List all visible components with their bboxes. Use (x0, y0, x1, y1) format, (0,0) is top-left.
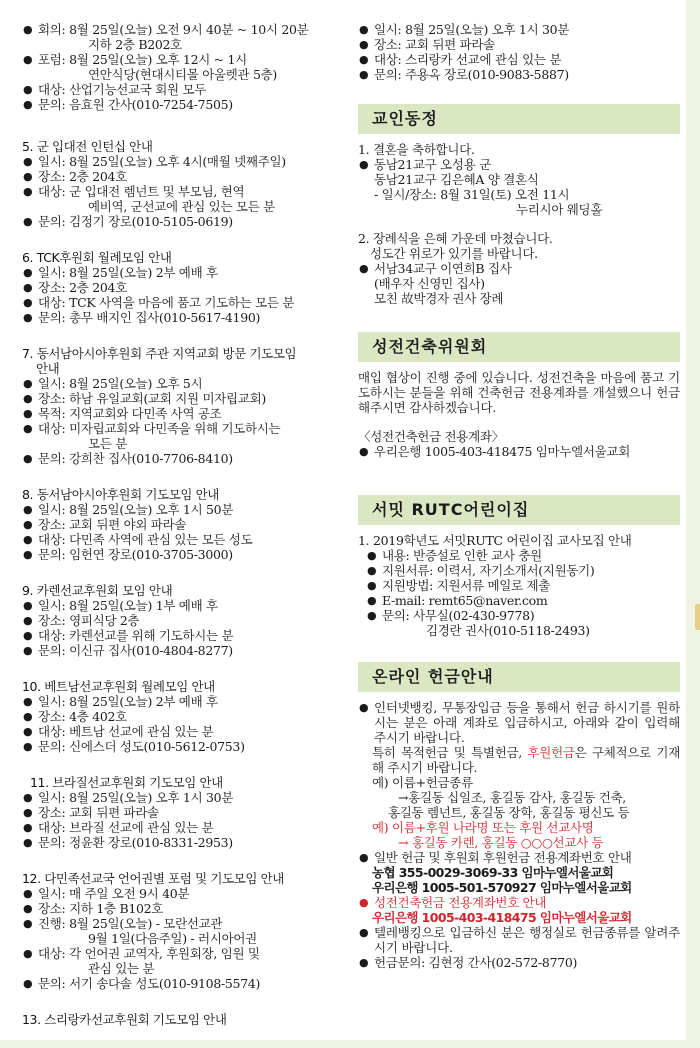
section-heading: 8. 동서남아시아후원회 기도모임 안내 (22, 487, 219, 502)
list-item-cont: 예비역, 군선교에 관심 있는 모든 분 (88, 199, 275, 214)
people-line: 2. 장례식을 은혜 가운데 마쳤습니다. (358, 231, 553, 246)
list-item: ● 문의: 정윤환 장로(010-8331-2953) (22, 835, 352, 850)
people-line: - 일시/장소: 8월 31일(토) 오전 11시 (374, 187, 570, 202)
section-12 (22, 871, 352, 991)
list-item: ● 장소: 교회 뒤편 파라솔 (358, 37, 680, 52)
section-heading: 7. 동서남아시아후원회 주관 지역교회 방문 기도모임 (22, 346, 297, 361)
list-item: ● 대상: 스리랑카 선교에 관심 있는 분 (358, 52, 680, 67)
left-column (22, 22, 352, 1027)
section-heading: 11. 브라질선교후원회 기도모임 안내 (30, 775, 223, 790)
list-item-cont: 9월 1일(다음주일) - 러시아어권 (88, 931, 257, 946)
rutc-line: 1. 2019학년도 서밋RUTC 어린이집 교사모집 안내 (358, 533, 632, 548)
account-title: 〈성전건축헌금 전용계좌〉 (358, 429, 504, 444)
spacer (358, 217, 680, 231)
list-item: ● 문의: 주용옥 장로(010-9083-5887) (358, 67, 680, 82)
rutc-line: ● 지원서류: 이력서, 자기소개서(지원동기) (366, 563, 680, 578)
section-13 (22, 1012, 352, 1027)
offering-line: 예) 이름+후원 나라명 또는 후원 선교사명 (372, 820, 594, 835)
rutc-line: ● 문의: 사무실(02-430-9778) (366, 608, 680, 623)
offering-line: →홍길동 십일조, 홍길동 감사, 홍길동 건축, (398, 790, 626, 805)
list-item-cont: 모든 분 (88, 436, 127, 451)
offering-text: 특히 목적헌금 및 특별헌금, (372, 745, 528, 760)
people-line: 누리시아 웨딩홀 (516, 202, 603, 217)
list-item-cont: 연안식당(현대시티몰 아울렛관 5층) (88, 67, 278, 82)
people-news-section (358, 104, 680, 306)
list-item: ● 대상: 카렌선교를 위해 기도하시는 분 (22, 628, 352, 643)
people-line: 모친 故박경자 권사 장례 (374, 291, 504, 306)
list-item: ● 문의: 임헌연 장로(010-3705-3000) (22, 547, 352, 562)
list-item: ● 문의: 음효원 간사(010-7254-7505) (22, 97, 352, 112)
list-item: ● 일시: 8월 25일(오늘) 1부 예배 후 (22, 598, 352, 613)
offering-line: ● 텔레뱅킹으로 입금하신 분은 행정실로 헌금종류를 알려주시기 바랍니다. (358, 925, 680, 955)
people-line: 성도간 위로가 있기를 바랍니다. (370, 246, 538, 261)
rutc-line: ● 지원방법: 지원서류 메일로 제출 (366, 578, 680, 593)
offering-line: 예) 이름+헌금종류 (372, 775, 473, 790)
people-line: (배우자 신영민 집사) (374, 276, 485, 291)
account-nonghyup: 농협 355-0029-3069-33 임마누엘서울교회 (372, 865, 614, 880)
rutc-email: ● E-mail: remt65@naver.com (366, 593, 680, 608)
section-heading: 12. 다민족선교국 언어권별 포럼 및 기도모임 안내 (22, 871, 284, 886)
building-paragraph: 매입 협상이 진행 중에 있습니다. 성전건축을 마음에 품고 기도하시는 분들을 위해 건축헌금 전용계좌를 개설했으니 헌금해주시면 감사하겠습니다. (358, 370, 680, 415)
offering-line: ● 일반 헌금 및 후원회 후원헌금 전용계좌번호 안내 (358, 850, 680, 865)
list-item-cont: 지하 2층 B202호 (88, 37, 182, 52)
list-item: ● 회의: 8월 25일(오늘) 오전 9시 40분 ~ 10시 20분 (22, 22, 352, 37)
page-edge-tab (695, 604, 700, 630)
section-heading-cont: 안내 (36, 361, 60, 376)
list-item: ● 대상: 베트남 선교에 관심 있는 분 (22, 724, 352, 739)
list-item: ● 일시: 8월 25일(오늘) 오후 1시 30분 (22, 790, 352, 805)
list-item: ● 장소: 지하 1층 B102호 (22, 901, 352, 916)
list-item: ● 문의: 김정기 장로(010-5105-0619) (22, 214, 352, 229)
section-title-box: 서밋 RUTC어린이집 (358, 495, 680, 525)
list-item: ● 문의: 이신규 집사(010-4804-8277) (22, 643, 352, 658)
list-item: ● 일시: 8월 25일(오늘) 오후 5시 (22, 376, 352, 391)
right-column (358, 22, 680, 970)
section-heading: 10. 베트남선교후원회 월례모임 안내 (22, 679, 215, 694)
section-title-box: 온라인 헌금안내 (358, 662, 680, 692)
offering-text: 은 구체적으로 기재해 주시기 바랍니다. (372, 745, 680, 775)
list-item: ● 대상: TCK 사역을 마음에 품고 기도하는 모든 분 (22, 295, 352, 310)
section-8 (22, 487, 352, 562)
section-title-box: 성전건축위원회 (358, 332, 680, 362)
list-item: ● 일시: 8월 25일(오늘) 2부 예배 후 (22, 265, 352, 280)
section-6 (22, 250, 352, 325)
list-item: ● 문의: 총무 배지인 집사(010-5617-4190) (22, 310, 352, 325)
list-item: ● 문의: 신에스더 성도(010-5612-0753) (22, 739, 352, 754)
top-items-left (22, 22, 352, 112)
online-offering-section (358, 662, 680, 970)
section-11 (22, 775, 352, 850)
list-item: ● 장소: 영피식당 2층 (22, 613, 352, 628)
list-item: ● 일시: 매 주일 오전 9시 40분 (22, 886, 352, 901)
list-item: ● 장소: 2층 204호 (22, 280, 352, 295)
section-10 (22, 679, 352, 754)
section-heading: 6. TCK후원회 월례모임 안내 (22, 250, 172, 265)
list-item: ● 장소: 하남 유일교회(교회 지원 미자립교회) (22, 391, 352, 406)
people-line: ● 동남21교구 오성용 군 (358, 157, 680, 172)
offering-line: ● 헌금문의: 김현정 간사(02-572-8770) (358, 955, 680, 970)
account-building: 우리은행 1005-403-418475 임마누엘서울교회 (372, 910, 632, 925)
people-line: ● 서남34교구 이연희B 집사 (358, 261, 680, 276)
top-items-right (358, 22, 680, 82)
offering-line: ● 인터넷뱅킹, 무통장입금 등을 통해서 헌금 하시기를 원하시는 분은 아래 계좌로 입금하시고, 아래와 같이 입력해 주시기 바랍니다. (358, 700, 680, 745)
offering-highlight: 후원헌금 (527, 745, 575, 760)
rutc-section (358, 495, 680, 638)
list-item: ● 대상: 각 언어권 교역자, 후원회장, 임원 및 (22, 946, 352, 961)
rutc-line: ● 내용: 반증설로 인한 교사 충원 (366, 548, 680, 563)
account-line: ● 우리은행 1005-403-418475 임마누엘서울교회 (358, 444, 680, 459)
list-item: ● 문의: 서기 송다솔 성도(010-9108-5574) (22, 976, 352, 991)
list-item: ● 목적: 지역교회와 다민족 사역 공조 (22, 406, 352, 421)
rutc-line: 김경란 권사(010-5118-2493) (426, 623, 590, 638)
list-item: ● 대상: 산업기능선교국 회원 모두 (22, 82, 352, 97)
building-section (358, 332, 680, 459)
offering-line (358, 745, 680, 775)
list-item: ● 장소: 교회 뒤편 야외 파라솔 (22, 517, 352, 532)
list-item: ● 포럼: 8월 25일(오늘) 오후 12시 ~ 1시 (22, 52, 352, 67)
section-7 (22, 346, 352, 466)
list-item-cont: 관심 있는 분 (88, 961, 155, 976)
list-item: ● 대상: 브라질 선교에 관심 있는 분 (22, 820, 352, 835)
offering-line: ● 성전건축헌금 전용계좌번호 안내 (358, 895, 680, 910)
list-item: ● 문의: 강희찬 집사(010-7706-8410) (22, 451, 352, 466)
list-item: ● 장소: 2층 204호 (22, 169, 352, 184)
list-item: ● 진행: 8월 25일(오늘) - 모란선교관 (22, 916, 352, 931)
section-heading: 5. 군 입대전 인턴십 안내 (22, 139, 153, 154)
offering-line: 홍길동 렘넌트, 홍길동 장학, 홍길동 평신도 등 (388, 805, 630, 820)
list-item: ● 일시: 8월 25일(오늘) 오후 1시 50분 (22, 502, 352, 517)
list-item: ● 일시: 8월 25일(오늘) 오후 4시(매월 넷째주일) (22, 154, 352, 169)
list-item: ● 대상: 미자립교회와 다민족을 위해 기도하시는 (22, 421, 352, 436)
list-item: ● 대상: 다민족 사역에 관심 있는 모든 성도 (22, 532, 352, 547)
section-5 (22, 139, 352, 229)
list-item: ● 장소: 4층 402호 (22, 709, 352, 724)
people-line: 1. 결혼을 축하합니다. (358, 142, 475, 157)
list-item: ● 일시: 8월 25일(오늘) 2부 예배 후 (22, 694, 352, 709)
section-heading: 13. 스리랑카선교후원회 기도모임 안내 (22, 1012, 227, 1027)
list-item: ● 일시: 8월 25일(오늘) 오후 1시 30분 (358, 22, 680, 37)
list-item: ● 장소: 교회 뒤편 파라솔 (22, 805, 352, 820)
account-woori: 우리은행 1005-501-570927 임마누엘서울교회 (372, 880, 632, 895)
people-line: 동남21교구 김은혜A 양 결혼식 (374, 172, 539, 187)
section-heading: 9. 카렌선교후원회 모임 안내 (22, 583, 173, 598)
section-title-box: 교인동정 (358, 104, 680, 134)
section-9 (22, 583, 352, 658)
list-item: ● 대상: 군 입대전 렘넌트 및 부모님, 현역 (22, 184, 352, 199)
offering-line: → 홍길동 카렌, 홍길동 ○○○선교사 등 (398, 835, 604, 850)
